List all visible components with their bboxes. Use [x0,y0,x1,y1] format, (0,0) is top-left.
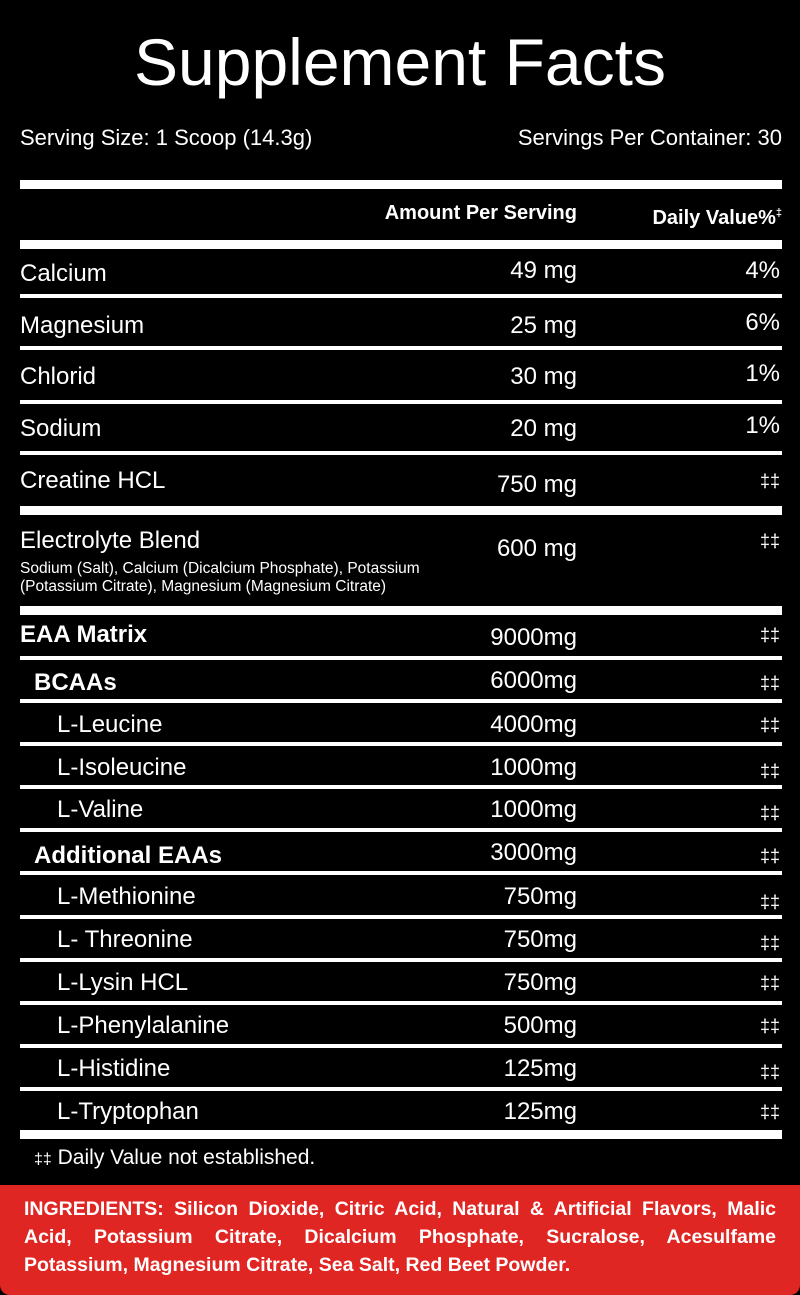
nutrient-amount: 9000mg [490,624,577,651]
nutrient-amount: 125mg [503,1098,577,1125]
nutrient-amount: 500mg [503,1012,577,1039]
nutrient-name: L-Leucine [57,711,163,738]
row-divider [20,915,782,919]
nutrient-daily-value: ‡‡ [759,1062,780,1082]
nutrient-daily-value: ‡‡ [759,715,780,735]
ingredients-panel [0,1185,800,1295]
nutrient-amount: 750 mg [496,471,577,498]
nutrient-name: L-Valine [57,796,144,823]
label-title: Supplement Facts [134,25,666,99]
nutrient-daily-value: ‡‡ [759,973,780,993]
nutrient-name: L-Histidine [57,1055,171,1082]
nutrient-amount: 1000mg [490,796,577,823]
nutrient-amount: 1000mg [490,754,577,781]
nutrient-daily-value: 1% [745,412,780,439]
nutrient-amount: 20 mg [510,415,577,442]
nutrient-name: Creatine HCL [20,467,166,494]
nutrient-name: L-Tryptophan [57,1098,199,1125]
row-divider [20,699,782,703]
nutrient-amount: 6000mg [490,667,577,694]
row-divider [20,656,782,660]
nutrient-amount: 49 mg [510,257,577,284]
row-divider [20,785,782,789]
row-divider [20,400,782,404]
divider-thick [20,606,782,615]
nutrient-daily-value: ‡‡ [759,803,780,823]
nutrient-name: L-Isoleucine [57,754,187,781]
nutrient-name: Magnesium [20,312,145,339]
header-daily-value-label: Daily Value% [652,207,776,229]
row-divider [20,1044,782,1048]
nutrient-name: L-Methionine [57,883,196,910]
nutrient-amount: 750mg [503,969,577,996]
header-daily-value-mark: ‡ [775,207,782,219]
nutrient-amount: 3000mg [490,839,577,866]
nutrient-name: L- Threonine [57,926,193,953]
nutrient-name: Additional EAAs [34,842,223,869]
nutrient-name: Chlorid [20,363,97,390]
divider-thick [20,506,782,515]
nutrient-daily-value: ‡‡ [759,933,780,953]
serving-size: Serving Size: 1 Scoop (14.3g) [20,125,313,150]
nutrient-daily-value: ‡‡ [759,471,780,491]
divider-thick [20,240,782,249]
nutrient-amount: 30 mg [510,363,577,390]
row-divider [20,346,782,350]
row-divider [20,1001,782,1005]
nutrient-daily-value: 4% [745,257,780,284]
divider-thick [20,1130,782,1139]
servings-per-container: Servings Per Container: 30 [517,125,782,150]
nutrient-name: Calcium [20,260,107,287]
nutrient-daily-value: 6% [745,309,780,336]
nutrient-amount: 125mg [503,1055,577,1082]
nutrient-daily-value: ‡‡ [759,761,780,781]
row-divider [20,742,782,746]
row-divider [20,451,782,455]
header-daily-value [652,200,782,231]
footnote-symbol: ‡‡ [34,1151,52,1168]
divider-thick [20,180,782,189]
nutrient-daily-value: ‡‡ [759,1102,780,1122]
nutrient-daily-value: ‡‡ [759,673,780,693]
nutrient-name: L-Phenylalanine [57,1012,230,1039]
nutrient-daily-value: ‡‡ [759,846,780,866]
blend-components: Sodium (Salt), Calcium (Dicalcium Phosphate), Potassium (Potassium Citrate), Magnesium (Magnesium Citrate) [20,560,420,595]
nutrient-name: EAA Matrix [20,621,148,648]
row-divider [20,958,782,962]
nutrient-amount: 600 mg [496,535,577,562]
nutrient-daily-value: ‡‡ [759,892,780,912]
nutrient-daily-value: ‡‡ [759,625,780,645]
nutrient-name: L-Lysin HCL [57,969,189,996]
nutrient-daily-value: ‡‡ [759,531,780,551]
row-divider [20,1087,782,1091]
nutrient-name: Electrolyte Blend [20,527,201,554]
row-divider [20,828,782,832]
header-amount-per-serving: Amount Per Serving [384,202,577,224]
nutrient-amount: 4000mg [490,711,577,738]
nutrient-name: BCAAs [34,669,117,696]
nutrient-amount: 750mg [503,926,577,953]
row-divider [20,294,782,298]
nutrient-name: Sodium [20,415,102,442]
row-divider [20,871,782,875]
footnote-text: Daily Value not established. [57,1146,316,1169]
nutrient-amount: 750mg [503,883,577,910]
nutrient-daily-value: 1% [745,360,780,387]
ingredients-text: INGREDIENTS: Silicon Dioxide, Citric Acid, Natural & Artificial Flavors, Malic Acid, Potassium Citrate, Dicalcium Phosphate, Sucralose, Acesulfame Potassium, Magnesium Citrate, Sea Salt, Red Beet Powder. [24,1198,776,1276]
nutrient-amount: 25 mg [510,312,577,339]
footnote [34,1145,315,1173]
nutrient-daily-value: ‡‡ [759,1016,780,1036]
